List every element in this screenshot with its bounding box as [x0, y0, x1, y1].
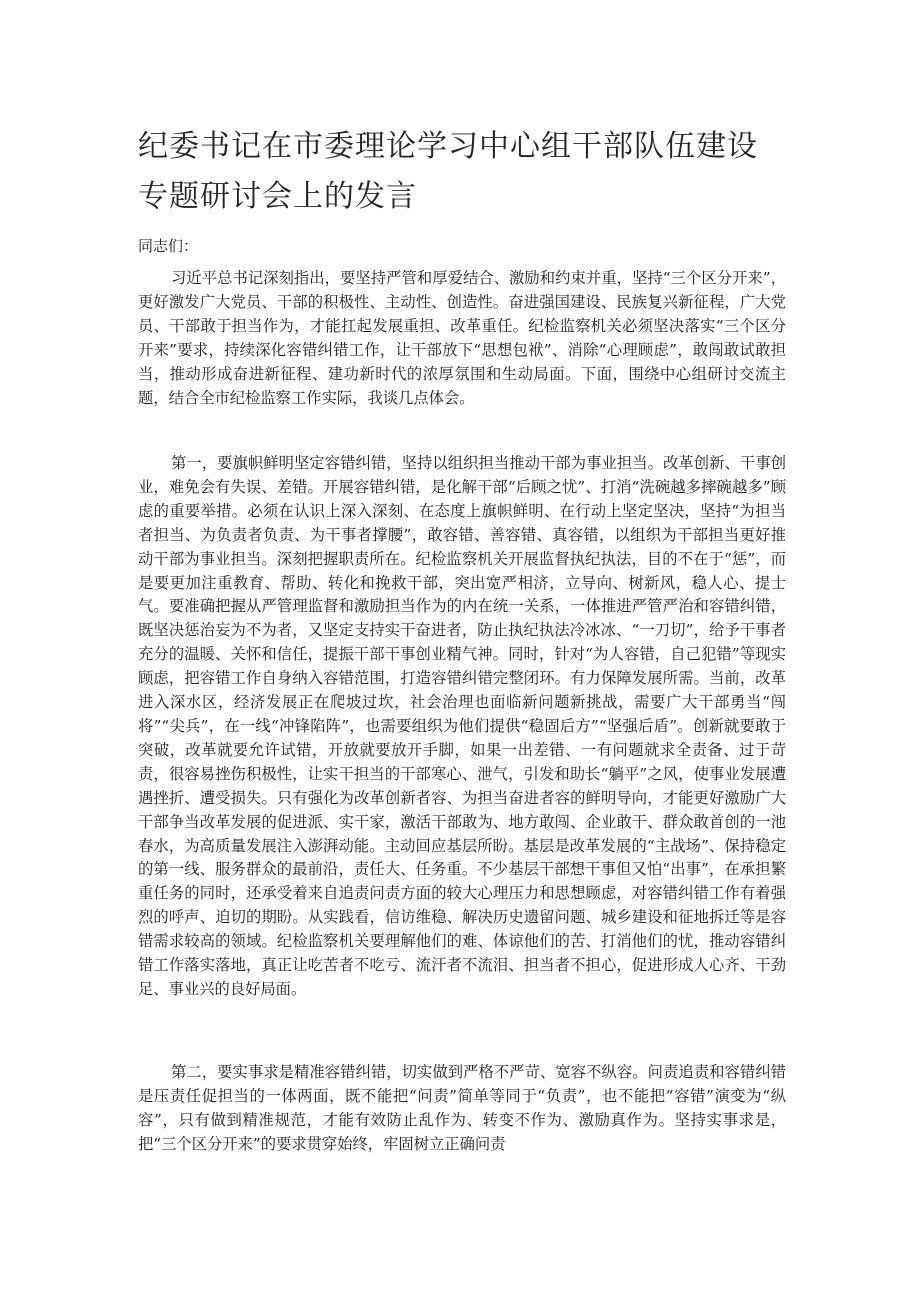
paragraph-intro: 习近平总书记深刻指出，要坚持严管和厚爱结合、激励和约束并重，坚持“三个区分开来”，更好激发广大党员、干部的积极性、主动性、创造性。奋进强国建设、民族复兴新征程，广大党员、干部敢于担当作为，才能扛起发展重担、改革重任。纪检监察机关必须坚决落实“三个区分开来”要求，持续深化容错纠错工作，让干部放下“思想包袱”、消除“心理顾虑”，敢闯敢试敢担当，推动形成奋进新征程、建功新时代的浓厚氛围和生动局面。下面，围绕中心组研讨交流主题，结合全市纪检监察工作实际，我谈几点体会。: [138, 269, 786, 407]
paragraph-first-point: 第一，要旗帜鲜明坚定容错纠错，坚持以组织担当推动干部为事业担当。改革创新、干事创业，难免会有失误、差错。开展容错纠错，是化解干部“后顾之忧”、打消“洗碗越多摔碗越多”顾虑的重要举措。必须在认识上深入深刻、在态度上旗帜鲜明、在行动上坚定坚决，坚持“为担当者担当、为负责者负责、为干事者撑腰”，敢容错、善容错、真容错，以组织为干部担当更好推动干部为事业担当。深刻把握职责所在。纪检监察机关开展监督执纪执法，目的不在于“惩”，而是要更加注重教育、帮助、转化和挽救干部，突出宽严相济，立导向、树新风，稳人心、提士气。要准确把握从严管理监督和激励担当作为的内在统一关系，一体推进严管严治和容错纠错，既坚决惩治妄为不为者，又坚定支持实干奋进者，防止执纪执法冷冰冰、“一刀切”，给予干事者充分的温暖、关怀和信任，提振干部干事创业精气神。同时，针对“为人容错，自己犯错”等现实顾虑，把容错工作自身纳入容错范围，打造容错纠错完整闭环。有力保障发展所需。当前，改革进入深水区，经济发展正在爬坡过坎，社会治理也面临新问题新挑战，需要广大干部勇当“闯将”“尖兵”，在一线“冲锋陷阵”，也需要组织为他们提供“稳固后方”“坚强后盾”。创新就要敢于突破，改革就要允许试错，开放就要放开手脚，如果一出差错、一有问题就求全责备、过于苛责，很容易挫伤积极性，让实干担当的干部寒心、泄气，引发和助长“躺平”之风，使事业发展遭遇挫折、遭受损失。只有强化为改革创新者容、为担当奋进者容的鲜明导向，才能更好激励广大干部争当改革发展的促进派、实干家，激活干部敢为、地方敢闯、企业敢干、群众敢首创的一池春水，为高质量发展注入澎湃动能。主动回应基层所盼。基层是改革发展的“主战场”、保持稳定的第一线、服务群众的最前沿，责任大、任务重。不少基层干部想干事但又怕“出事”，在承担繁重任务的同时，还承受着来自追责问责方面的较大心理压力和思想顾虑，对容错纠错工作有着强烈的呼声、迫切的期盼。从实践看，信访维稳、解决历史遗留问题、城乡建设和征地拆迁等是容错需求较高的领域。纪检监察机关要理解他们的难、体谅他们的苦、打消他们的忧，推动容错纠错工作落实落地，真正让吃苦者不吃亏、流汗者不流泪、担当者不担心，促进形成人心齐、干劲足、事业兴的良好局面。: [138, 454, 786, 998]
paragraph-second-point: 第二，要实事求是精准容错纠错，切实做到严格不严苛、宽容不纵容。问责追责和容错纠错是压责任促担当的一体两面，既不能把“问责”简单等同于“负责”，也不能把“容错”演变为“纵容”，只有做到精准规范，才能有效防止乱作为、转变不作为、激励真作为。坚持实事求是，把“三个区分开来”的要求贯穿始终，牢固树立正确问责: [138, 1063, 786, 1153]
greeting: 同志们：: [138, 237, 199, 255]
document-title: 纪委书记在市委理论学习中心组干部队伍建设专题研讨会上的发言: [138, 129, 758, 214]
